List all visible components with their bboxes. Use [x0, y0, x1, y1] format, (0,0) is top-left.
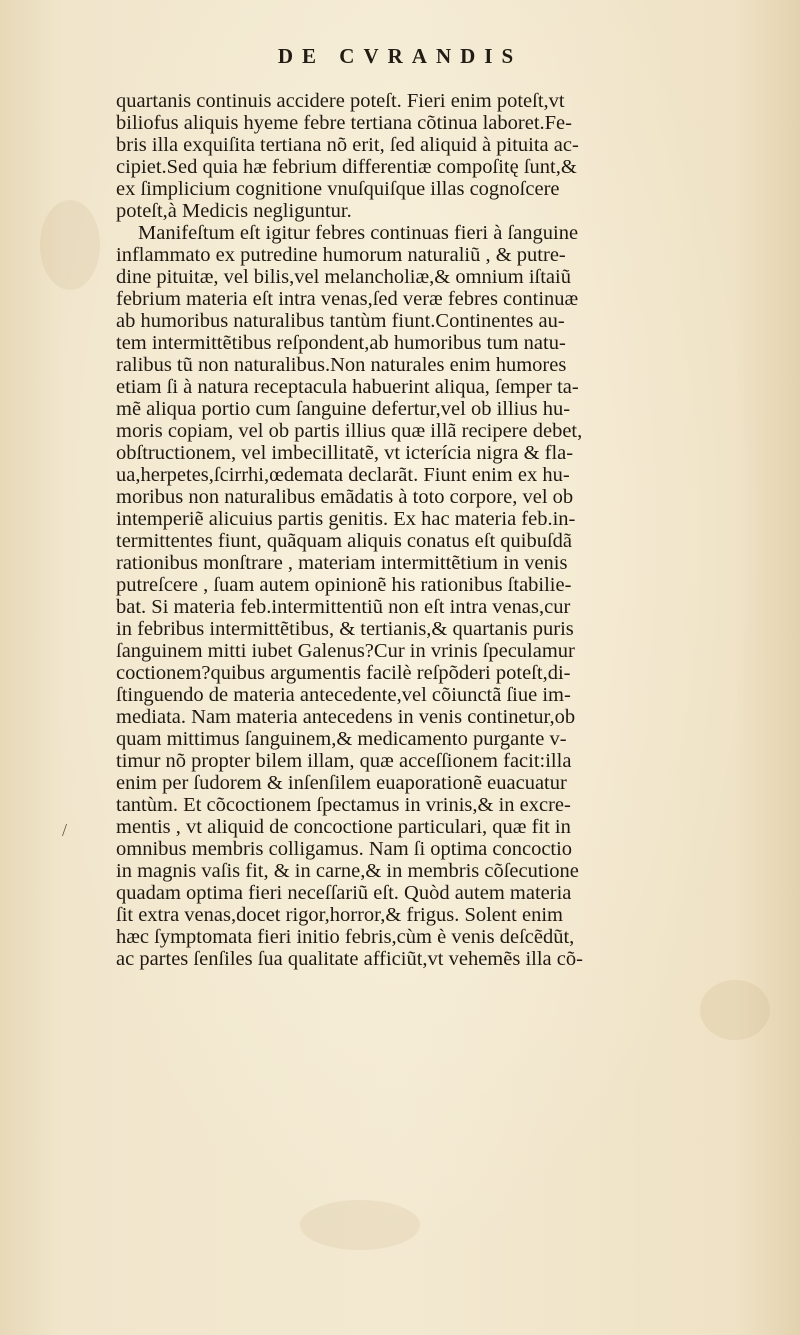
text-line: dine pituitæ, vel bilis,vel melancholiæ,& omnium iſtaiũ — [116, 266, 571, 288]
text-block — [116, 90, 776, 970]
text-line: etiam ſi à natura receptacula habuerint aliqua, ſemper ta- — [116, 376, 579, 398]
text-line: hæc ſymptomata fieri initio febris,cùm è venis deſcẽdũt, — [116, 926, 575, 948]
text-line: putreſcere , ſuam autem opinionẽ his rationibus ſtabilie- — [116, 574, 572, 596]
text-line: intemperiẽ alicuius partis genitis. Ex hac materia feb.in- — [116, 508, 576, 530]
text-line: moribus non naturalibus emãdatis à toto corpore, vel ob — [116, 486, 574, 508]
text-line: moris copiam, vel ob partis illius quæ illã recipere debet, — [116, 420, 583, 442]
text-line: mentis , vt aliquid de concoctione particulari, quæ fit in — [116, 816, 571, 838]
text-line: febrium materia eſt intra venas,ſed veræ febres continuæ — [116, 288, 579, 310]
text-line: ac partes ſenſiles ſua qualitate afficiũt,vt vehemẽs illa cõ- — [116, 948, 583, 970]
paper-stain — [40, 200, 100, 290]
text-line: biliofus aliquis hyeme febre tertiana cõtinua laboret.Fe- — [116, 112, 572, 134]
text-line: ex ſimplicium cognitione vnuſquiſque illas cognoſcere — [116, 178, 560, 200]
text-line: bris illa exquiſita tertiana nõ erit, ſed aliquid à pituita ac- — [116, 134, 579, 156]
text-line: quartanis continuis accidere poteſt. Fieri enim poteſt,vt — [116, 90, 565, 112]
text-line: coctionem?quibus argumentis facilè reſpõderi poteſt,di- — [116, 662, 571, 684]
running-head: DE CVRANDIS — [277, 44, 523, 68]
text-line: ſtinguendo de materia antecedente,vel cõiunctã ſiue im- — [116, 684, 571, 706]
margin-mark: / — [62, 820, 68, 840]
text-line: mẽ aliqua portio cum ſanguine defertur,vel ob illius hu- — [116, 398, 571, 420]
text-line: cipiet.Sed quia hæ febrium differentiæ compoſitę ſunt,& — [116, 156, 577, 178]
text-line: timur nõ propter bilem illam, quæ acceſſionem facit:illa — [116, 750, 572, 772]
text-line: rationibus monſtrare , materiam intermittẽtium in venis — [116, 552, 568, 574]
text-line: inflammato ex putredine humorum naturaliũ , & putre- — [116, 244, 566, 266]
text-line: poteſt,à Medicis negliguntur. — [116, 200, 352, 222]
text-line: ua,herpetes,ſcirrhi,œdemata declarãt. Fiunt enim ex hu- — [116, 464, 570, 486]
text-line: ab humoribus naturalibus tantùm fiunt.Continentes au- — [116, 310, 565, 332]
text-line: in magnis vaſis fit, & in carne,& in membris cõſecutione — [116, 860, 579, 882]
text-line: tem intermittẽtibus reſpondent,ab humoribus tum natu- — [116, 332, 566, 354]
text-line: ſit extra venas,docet rigor,horror,& frigus. Solent enim — [116, 904, 563, 926]
text-line: omnibus membris colligamus. Nam ſi optima concoctio — [116, 838, 573, 860]
text-line: quam mittimus ſanguinem,& medicamento purgante v- — [116, 728, 567, 750]
text-line: ſanguinem mitti iubet Galenus?Cur in vrinis ſpeculamur — [116, 640, 575, 662]
paper-stain — [300, 1200, 420, 1250]
paper-stain — [700, 980, 770, 1040]
text-line: termittentes fiunt, quãquam aliquis conatus eſt quibuſdã — [116, 530, 573, 552]
text-line: mediata. Nam materia antecedens in venis continetur,ob — [116, 706, 576, 728]
text-line: obſtructionem, vel imbecillitatẽ, vt icterícia nigra & fla- — [116, 442, 574, 464]
text-line: in febribus intermittẽtibus, & tertianis,& quartanis puris — [116, 618, 574, 640]
paragraph-start-line: Manifeſtum eſt igitur febres continuas fieri à ſanguine — [138, 222, 579, 244]
text-line: enim per ſudorem & inſenſilem euaporationẽ euacuatur — [116, 772, 567, 794]
text-line: bat. Si materia feb.intermittentiũ non eſt intra venas,cur — [116, 596, 571, 618]
text-line: tantùm. Et cõcoctionem ſpectamus in vrinis,& in excre- — [116, 794, 571, 816]
text-line: quadam optima fieri neceſſariũ eſt. Quòd autem materia — [116, 882, 572, 904]
text-line: ralibus tũ non naturalibus.Non naturales enim humores — [116, 354, 567, 376]
